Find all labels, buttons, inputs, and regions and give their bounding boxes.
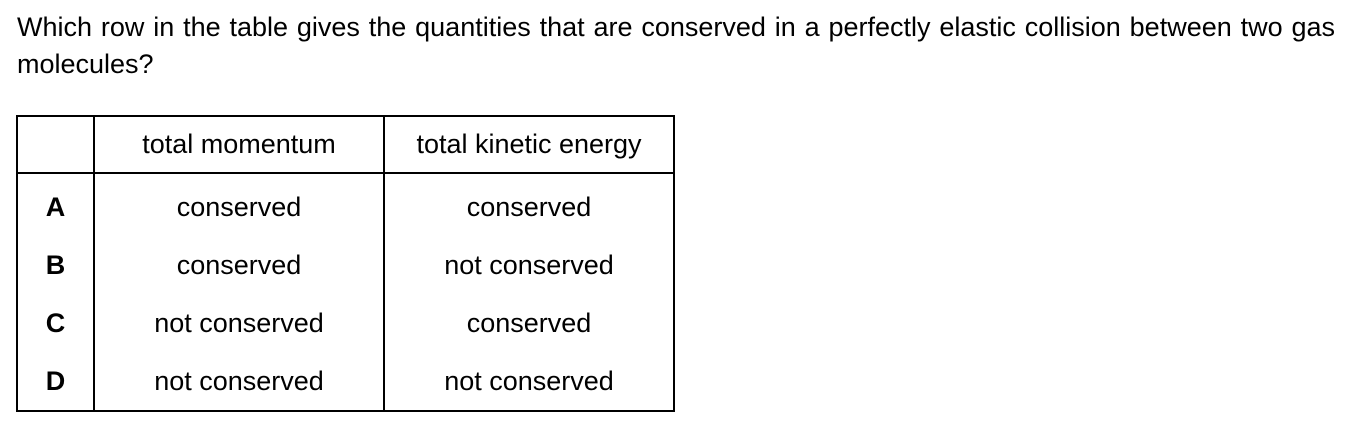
momentum-cell: conserved	[94, 236, 384, 294]
row-letter: D	[17, 352, 94, 411]
momentum-cell: not conserved	[94, 294, 384, 352]
row-letter: B	[17, 236, 94, 294]
table-row-d	[17, 352, 674, 411]
table-row-b	[17, 236, 674, 294]
momentum-cell: conserved	[94, 173, 384, 236]
table-header-row	[17, 116, 674, 173]
header-corner-cell	[17, 116, 94, 173]
kinetic-energy-cell: not conserved	[384, 236, 674, 294]
header-total-momentum: total momentum	[94, 116, 384, 173]
kinetic-energy-cell: not conserved	[384, 352, 674, 411]
kinetic-energy-cell: conserved	[384, 173, 674, 236]
momentum-cell: not conserved	[94, 352, 384, 411]
table-row-c	[17, 294, 674, 352]
answer-table	[16, 115, 675, 412]
table-row-a	[17, 173, 674, 236]
row-letter: C	[17, 294, 94, 352]
row-letter: A	[17, 173, 94, 236]
question-text: Which row in the table gives the quantities that are conserved in a perfectly elastic collision between two gas molecules?	[17, 12, 1335, 79]
kinetic-energy-cell: conserved	[384, 294, 674, 352]
header-total-kinetic-energy: total kinetic energy	[384, 116, 674, 173]
